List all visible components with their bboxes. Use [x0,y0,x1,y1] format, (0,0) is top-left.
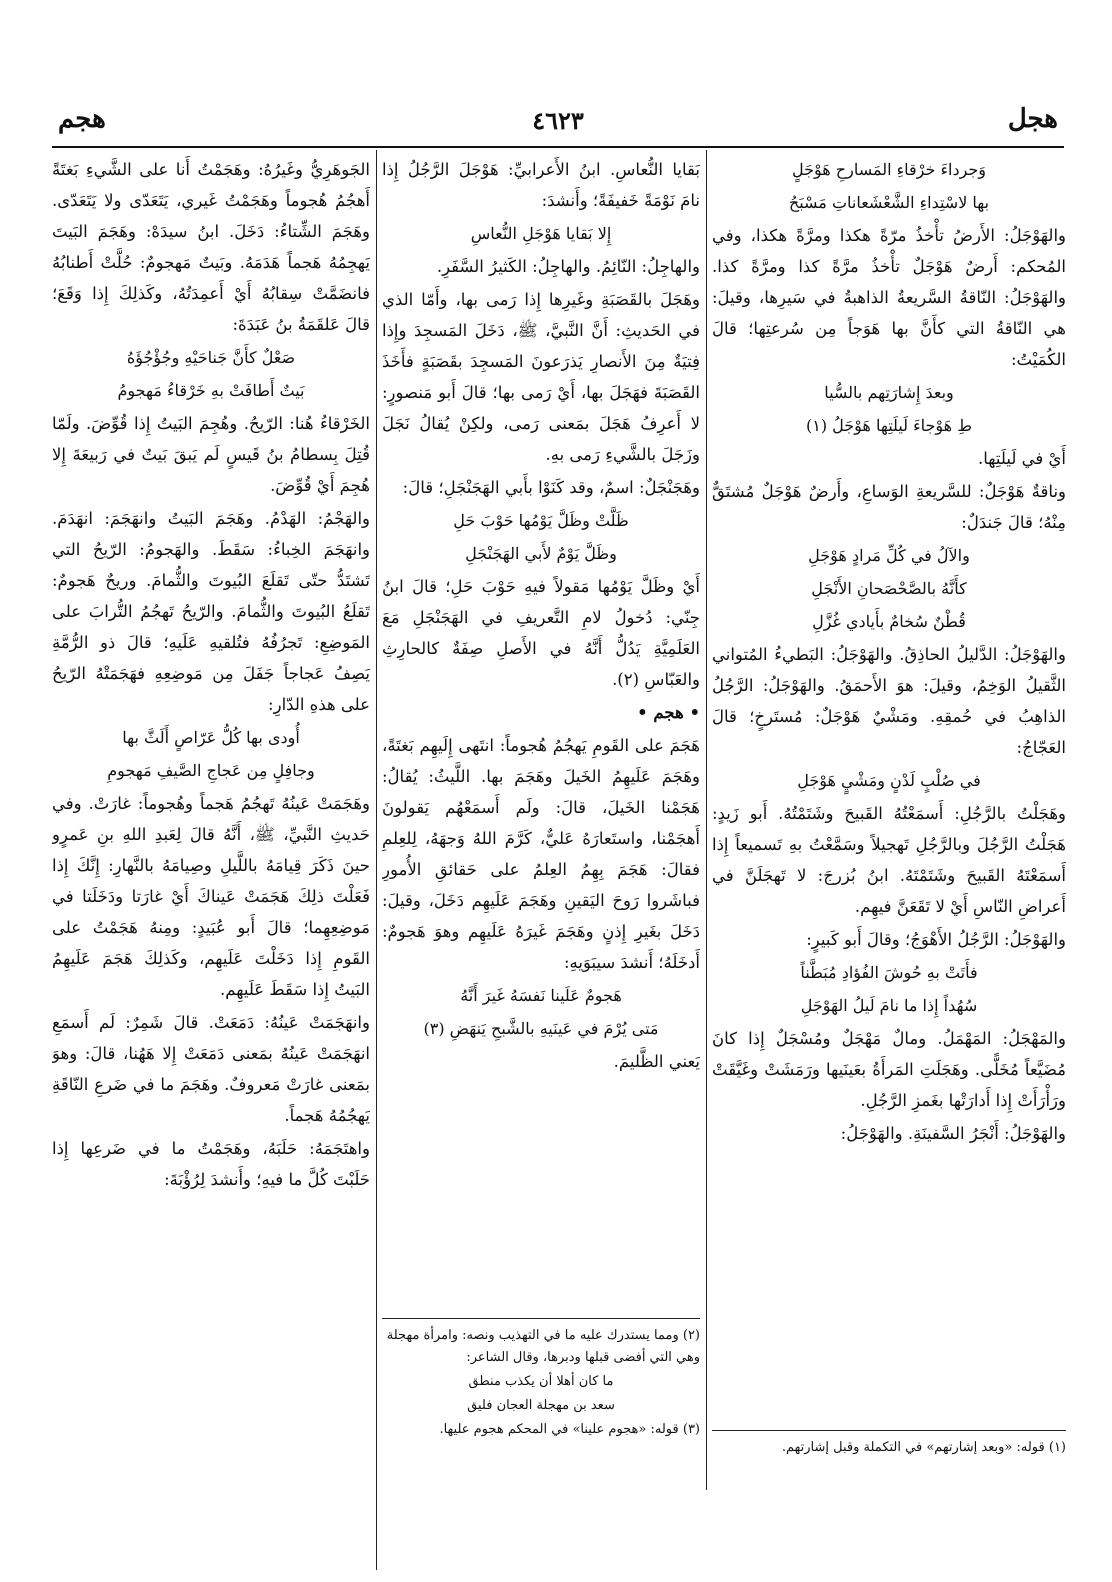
verse-line: هَجومٌ عَلَينا نَفسَهُ غَيرَ أَنَّهُ [460,986,622,1005]
verse-line: وبعدَ إِشارَتِهم بالسُّيا [824,383,954,402]
text-paragraph: والهَوْجَلُ: أَنْجَرُ السَّفينَةِ. والهَوْجَلُ: [840,1124,1066,1143]
header-root-word-left: هجم [58,104,106,134]
text-paragraph: والهاجِلُ: النّائِمُ. والهاجِلُ: الكَثيرُ السَّفَرِ. [436,257,700,276]
verse-line: بَيتٌ أَطافَتْ بهِ خَرْقاءُ مَهجومُ [117,381,305,400]
text-paragraph: وهَجَلْتُ بالرَّجُلِ: أَسمَعْتُهُ القَبيحَ وشَتَمْتُهُ. أَبو زَيدٍ: هَجَلْتُ الرَّجُلَ وبالرَّجُلِ تَهجيلاً وسَمَّعْتُ بهِ تَسميعاً إِذا أَسمَعْتَهُ القَبيحَ وشَتَمْتَهُ. ابنُ بُزرجَ: لا تَهجَلَنَّ في أَعراضِ النّاسِ أَيْ لا تَقَعَنَّ فيهِم. [712,804,1066,916]
text-paragraph: والهَجْمُ: الهَدْمُ. وهَجَمَ البَيتُ وانهَجَمَ: انهَدَمَ. وانهَجَمَ الخِباءُ: سَقَطَ. والهَجومُ: الرّيحُ التي تَشتَدُّ حتّى تَقلَعَ البُيوتَ والثُّمامَ. وريحٌ هَجومٌ: تَقلَعُ البُيوتَ والثُّمامَ. والرّيحُ تَهجُمُ التُّرابَ على المَوضِعِ: تَجرُفُهُ فتُلقيهِ عَلَيهِ؛ قالَ ذو الرُّمَّةِ يَصِفُ عَجاجاً جَفَلَ مِن مَوضِعِهِ فهَجَمَتْهُ الرّيحُ على هذهِ الدّارِ: [52,509,370,714]
verse-line: ظَلَّتْ وظَلَّ يَوْمُها حَوْبَ حَلِ [453,511,629,530]
text-paragraph: وانهَجَمَتْ عَينُهُ: دَمَعَتْ. قالَ شَمِرٌ: لَم أَسمَعِ انهَجَمَتْ عَينُهُ بمَعنى دَمَعَتْ إِلا هَهُنا، قالَ: وهوَ بمَعنى غارَتْ مَعروفٌ. وهَجَمَ ما في ضَرعِ النّاقَةِ يَهجُمُهُ هَجماً. [52,1013,370,1125]
text-paragraph: الجَوهَرِيُّ وغَيرُهُ: وهَجَمْتُ أَنا على الشَّيءِ بَغتَةً أَهجُمُ هُجوماً وهَجَمْتُ غَيري، يَتَعَدّى ولا يَتَعَدّى. وهَجَمَ الشِّتاءُ: دَخَلَ. ابنُ سيدَهْ: وهَجَمَ البَيتَ يَهجِمُهُ هَجماً هَدَمَهُ. وبَيتٌ مَهجومٌ: حُلَّتْ أَطنابُهُ فانضَمَّتْ سِقابُهُ أَيْ أَعمِدَتُهُ، وكَذلِكَ إِذا وَقَعَ؛ قالَ عَلقَمَةُ بنُ عَبَدَةَ: [52,160,370,334]
text-paragraph: أَيْ في لَيلَتِها. [978,449,1066,468]
column-divider-left [376,150,377,1570]
column-left [52,154,370,1574]
text-paragraph: واهتَجَمَهُ: حَلَبَهُ، وهَجَمْتُ ما في ضَرعِها إِذا حَلَبْتَ كُلَّ ما فيهِ؛ وأَنشدَ لِرُؤْبَةَ: [52,1139,370,1189]
footnotes-middle [382,1318,700,1443]
verse-line: كأَنَّهُ بالصَّحْصَحانِ الأَنْجَلِ [811,579,967,598]
verse-line: وجافِلٍ مِن عَجاجِ الصَّيفِ مَهجومِ [107,761,315,780]
verse-line: سُهُداً إِذا ما نامَ لَيلُ الهَوْجَلِ [800,996,978,1015]
entry-headword: • هجم • [637,703,700,722]
verse-line: مَتى يُرْمَ في عَينَيهِ بالشَّبحِ يَنهَضِ (٣) [423,1019,659,1038]
text-paragraph: وهَجَمَتْ عَينُهُ تَهجُمُ هَجماً وهُجوماً: غارَتْ. وفي حَديثِ النَّبيِّ، ﷺ، أَنَّهُ قالَ لِعَبدِ اللهِ بنِ عَمرٍو حينَ ذَكَرَ قِيامَهُ باللَّيلِ وصِيامَهُ بالنَّهارِ: إِنَّكَ إِذا فَعَلْتَ ذلِكَ هَجَمَتْ عَيناكَ أَيْ غارَتا ودَخَلَتا في مَوضِعِهِما؛ قالَ أَبو عُبَيدٍ: ومِنهُ هَجَمْتُ على القَومِ إِذا دَخَلْتَ عَلَيهِم، وكَذلِكَ هَجَمَ عَلَيهِمُ البَيتُ إِذا سَقَطَ عَلَيهِم. [52,794,370,999]
page-header [52,100,1064,148]
text-paragraph: وناقةٌ هَوْجَلٌ: للسَّريعةِ الوَساعِ، وأَرضٌ هَوْجَلٌ مُشتَقٌّ مِنْهُ؛ قالَ جَندَلٌ: [712,482,1066,532]
footnotes-right [712,1430,1066,1461]
text-paragraph: والهَوْجَلُ: الأَرضُ تأْخذُ مرّةً هكذا ومرَّةً هكذا، وفي المُحكم: أَرضٌ هَوْجَلٌ تأْخذُ مرَّةً كذا ومرَّةً كذا. والهَوْجَلُ: النّاقةُ السَّريعةُ الذاهبةُ في سَيرِها، وقيلَ: هي النّاقةُ التي كأَنَّ بها هَوَجاً مِن سُرعتِها؛ قالَ الكُمَيْتُ: [712,226,1066,369]
text-paragraph: الخَرْقاءُ هُنا: الرّيحُ. وهُجِمَ البَيتُ إِذا قُوِّضَ. ولَمّا قُتِلَ بِسطامُ بنُ قَيسٍ لَم يَبقَ بَيتٌ في رَبيعَةَ إِلا هُجِمَ أَيْ قُوِّضَ. [52,414,370,495]
verse-line: وَجرداءَ خرْقاءِ المَسارحِ هَوْجَلٍ [791,160,987,179]
header-root-word-right: هجل [1007,104,1058,134]
verse-line: فأَتَتْ بهِ حُوشَ الفُؤادِ مُبَطَّناً [800,963,978,982]
page-number: ٤٦٢٣ [532,106,584,135]
footnote-line: (٣) قوله: «هجوم علينا» في المحكم هجوم عليها. [439,1422,700,1437]
footnote-line: (٢) ومما يستدرك عليه ما في التهذيب ونصه: وامرأة مهجلة وهي التي أفضى قبلها ودبرها، وقال الشاعر: [386,1328,700,1365]
text-paragraph: هَجَمَ على القَومِ يَهجُمُ هُجوماً: انتَهى إِلَيهِم بَغتَةً، وهَجَمَ عَلَيهِمُ الخَيلَ وهَجَمَ بها. اللَّيثُ: يُقالُ: هَجَمْنا الخَيلَ، قالَ: ولَم أَسمَعْهُم يَقولونَ أَهجَمْنا، واستَعارَهُ عَليٌّ، كَرَّمَ اللهُ وَجهَهُ، لِلعِلمِ فقالَ: هَجَمَ بِهِمُ العِلمُ على حَقائقِ الأُمورِ فباشَروا رَوحَ اليَقينِ وهَجَمَ عَلَيهِم دَخَلَ، وقيلَ: دَخَلَ بغَيرِ إِذنٍ وهَجَمَ غَيرَهُ عَلَيهِم وهوَ هَجومٌ: أَدخَلَهُ؛ أَنشدَ سيبَوَيهِ: [382,736,700,972]
column-divider-right [706,150,707,1490]
column-right [712,154,1066,1484]
verse-line: في صُلْبٍ لَدْنٍ ومَشْيٍ هَوْجَلِ [797,771,981,790]
text-paragraph: والهَوْجَلُ: الدَّليلُ الحاذِقُ. والهَوْجَلُ: البَطيءُ المُتواني الثَّقيلُ الوَخِمُ، وقيلَ: هوَ الأَحمَقُ. والهَوْجَلُ: الرَّجُلُ الذاهِبُ في حُمقِهِ. ومَشْيٌ هَوْجَلٌ: مُستَرخٍ؛ قالَ العَجّاجُ: [712,645,1066,757]
text-paragraph: يَعني الظَّليمَ. [613,1052,700,1071]
text-paragraph: أَيْ وظَلَّ يَوْمُها مَقولاً فيهِ حَوْبَ حَلِ؛ قالَ ابنُ جِنّي: دُخولُ لامِ التَّعريفِ في الهَجَنْجَلِ مَعَ العَلَمِيَّةِ يَدُلُّ أَنَّهُ في الأَصلِ صِفَةٌ كالحارِثِ والعَبّاسِ (٢). [382,577,700,689]
verse-line: أُودى بها كُلُّ عَرّاصٍ أَلَثَّ بها [122,728,300,747]
text-paragraph: وهَجَنْجَلٌ: اسمٌ، وقد كَنَوْا بأَبي الهَجَنْجَلِ؛ قالَ: [402,478,700,497]
verse-line: بها لاسْتِداءِ الشَّعْشَعاناتِ مَسْبَحُ [788,193,990,212]
verse-line: إِلا بَقايا هَوْجَلِ النُّعاسِ [470,224,612,243]
verse-line: صَعْلٌ كأَنَّ جَناحَيْهِ وجُؤْجُؤَهُ [126,348,296,367]
verse-line: طِ هَوْجاءَ لَيلَتِها هَوْجَلُ (١) [805,416,972,435]
footnote-line: ما كان أهلا أن يكذب منطق [468,1374,614,1389]
text-paragraph: بَقايا النُّعاسِ. ابنُ الأَعرابيِّ: هَوْجَلَ الرَّجُلُ إِذا نامَ نَوْمَةً خَفيفَةً؛ وأَنشدَ: [382,160,700,210]
footnote-line: (١) قوله: «وبعد إشارتهم» في التكملة وقبل إشارتهم. [781,1440,1066,1455]
text-paragraph: وهَجَلَ بالقَصَبَةِ وغَيرِها إِذا رَمى بها، وأَمّا الذي في الحَديثِ: أَنَّ النَّبيَّ، ﷺ، دَخَلَ المَسجِدَ وإِذا فِتيَةٌ مِنَ الأَنصارِ يَذرَعونَ المَسجِدَ بقَصَبَةٍ فأَخَذَ القَصَبَةَ فهَجَلَ بها، أَيْ رَمى بها؛ قالَ أَبو مَنصورٍ: لا أَعرِفُ هَجَلَ بمَعنى رَمى، ولكِنْ يُقالُ نَجَلَ وزَجَلَ بالشَّيءِ رَمى بهِ. [382,290,700,464]
text-paragraph: والهَوْجَلُ: الرَّجُلُ الأَهْوَجُ؛ وقالَ أَبو كَبيرٍ: [806,930,1066,949]
verse-line: قُطْنٌ سُخامٌ بأَيادي غُزَّلِ [812,612,966,631]
verse-line: والآلُ في كُلِّ مَرادٍ هَوْجَلِ [808,546,970,565]
text-paragraph: والمَهْجَلُ: المَهْمَلُ. ومالٌ مَهْجَلٌ ومُسْجَلٌ إِذا كانَ مُضَيَّعاً مُخَلًّى. وهَجَلَتِ المَرأَةُ بعَينَيها ورَمَشَتْ وغَيَّقَتْ ورَأْرَأَتْ إِذا أَدارَتْها بغَمزِ الرَّجُلِ. [712,1029,1066,1110]
verse-line: وظَلَّ يَوْمٌ لأَبي الهَجَنْجَلِ [465,544,617,563]
footnote-line: سعد بن مهجلة العجان فليق [467,1398,615,1413]
